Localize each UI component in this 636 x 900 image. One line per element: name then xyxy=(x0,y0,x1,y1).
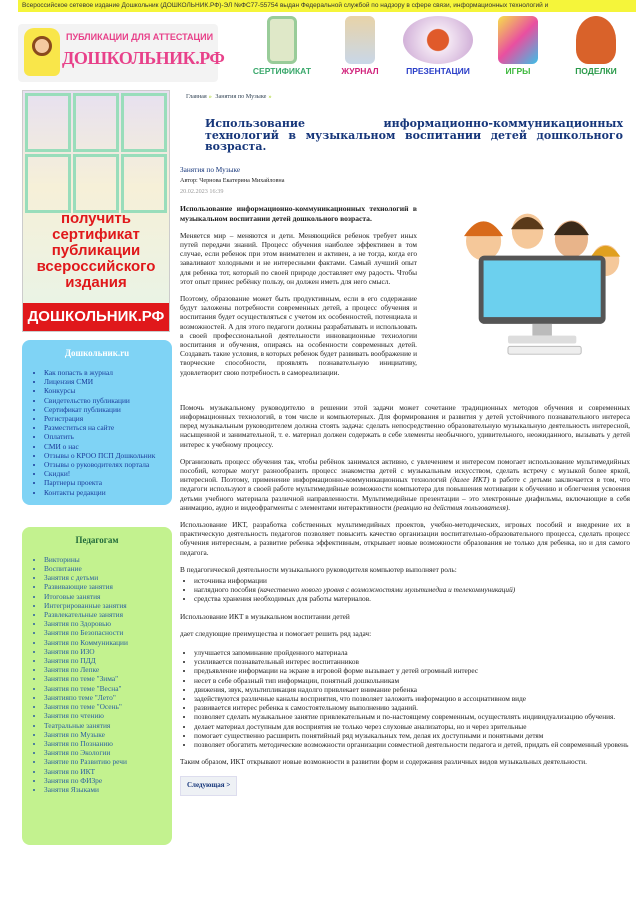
list-item[interactable]: • Занятия по Лепке xyxy=(44,665,172,674)
list-item[interactable]: • Викторины xyxy=(44,555,172,564)
kids-computer-illustration xyxy=(425,200,630,360)
list-item[interactable]: • Отзывы о КРОО ПСП Дошкольник xyxy=(44,451,172,460)
nav-label: ПОДЕЛКИ xyxy=(575,66,617,76)
list-item[interactable]: • Сертификат публикации xyxy=(44,405,172,414)
page-title: Использование информационно-коммуникационных технологий в музыкальном воспитании детей дошкольного возраста. xyxy=(205,117,623,154)
certificate-icon xyxy=(267,16,297,64)
presentation-icon xyxy=(403,16,473,64)
menu-teachers xyxy=(22,527,172,845)
nav-label: ЖУРНАЛ xyxy=(341,66,379,76)
list-item: • улучшается запоминание пройденного материала xyxy=(194,648,630,657)
article-paragraph xyxy=(180,457,630,512)
list-item[interactable]: • Занятия по Безопасности xyxy=(44,628,172,637)
banner-text: получить сертификат публикации всероссийского издания xyxy=(36,210,156,291)
article-paragraph: Помочь музыкальному руководителю в решении этой задачи может сочетание традиционных методов обучения и современных информационных технологий, в том числе и компьютерных. Для формирования и развития у детей устойчивого познавательного интереса перед музыкальным руководителем должна стоять задача: сделать непосредственно образовательную музыкальную деятельность интересной, насыщенной и занимательной, т. е. материал должен содержать в себе элементы необычного, удивительного, неожиданного, вызывать у детей интерес к учебному процессу. xyxy=(180,402,630,449)
article-paragraph: Использование ИКТ, разработка собственных мультимедийных проектов, учебно-методических, игровых пособий и внедрение их в практическую деятельность педагогов позволяет повысить качество организации воспитательно-образовательного процесса, сделать процесс обучения интересным, а развитие ребенка эффективным, открывает новые возможности образования не только для ребенка, но и для самого педагога. xyxy=(180,520,630,557)
list-item[interactable]: • Занятияпо теме "Лето" xyxy=(44,693,172,702)
article-paragraph: Использование ИКТ в музыкальном воспитании детей xyxy=(180,611,350,621)
text: средства хранения необходимых для работы материалов. xyxy=(194,594,371,604)
list-item xyxy=(194,594,630,603)
nav-label: СЕРТИФИКАТ xyxy=(252,66,312,76)
squirrel-icon xyxy=(576,16,616,64)
certificate-banner[interactable] xyxy=(22,90,170,332)
list-item[interactable]: • Занятия по теме "Осень" xyxy=(44,702,172,711)
text-italic: (качественно нового уровня с возможностями мультимедиа и телекоммуникаций) xyxy=(257,585,516,595)
benefits-list xyxy=(194,648,630,749)
list-item: • несет в себе образный тип информации, понятный дошкольникам xyxy=(194,676,630,685)
site-header xyxy=(18,14,636,78)
list-item[interactable]: • Регистрация xyxy=(44,414,172,423)
text: источника информации xyxy=(194,576,267,586)
list-item[interactable]: • Занятия по Здоровью xyxy=(44,619,172,628)
list-item[interactable]: • Разместиться на сайте xyxy=(44,423,172,432)
banner-brand: ДОШКОЛЬНИК.РФ xyxy=(23,303,169,331)
list-item[interactable]: • Занятия по чтению xyxy=(44,711,172,720)
list-item[interactable]: • Занятия по теме "Весна" xyxy=(44,684,172,693)
list-item: • предъявление информации на экране в игровой форме вызывает у детей огромный интерес xyxy=(194,666,630,675)
breadcrumb xyxy=(186,92,630,101)
list-item[interactable]: • Воспитание xyxy=(44,564,172,573)
article-paragraph: В педагогической деятельности музыкального руководителя компьютер выполняет роль: xyxy=(180,564,457,574)
list-item[interactable]: • Занятия по Экологии xyxy=(44,748,172,757)
text: наглядного пособия xyxy=(194,585,256,595)
list-item[interactable]: • Отзывы о руководителях портала xyxy=(44,460,172,469)
list-item: • усиливается познавательный интерес воспитанников xyxy=(194,657,630,666)
list-item[interactable]: • Занятия Языками xyxy=(44,785,172,794)
list-item[interactable]: • Занятия с детьми xyxy=(44,573,172,582)
list-item[interactable]: • Оплатить xyxy=(44,432,172,441)
nav-label: ПРЕЗЕНТАЦИИ xyxy=(406,66,470,76)
list-item[interactable]: • Занятия по ИКТ xyxy=(44,767,172,776)
nav-journal[interactable] xyxy=(322,16,398,78)
logo-name: ДОШКОЛЬНИК.РФ xyxy=(62,48,225,68)
list-item: • развивается интерес ребенка к самостоятельному выполнению заданий. xyxy=(194,703,630,712)
child-illustration xyxy=(32,36,52,56)
article-paragraph: Поэтому, образование может быть продуктивным, если в его содержание будут заложены потребности современных детей, а процесс обучения и воспитания будет осуществляться с учетом их особенностей, потенциала и возможностей. А для этого педагоги должны разрабатывать и использовать в своей профессиональной деятельности инновационные технологии воспитания и обучения, опираясь на особенности современных детей. Создавать такие условия, в которых ребенок будет развивать воображение и творческие способности, проявлять познавательную инициативу, удовлетворит свою потребность в самореализации. xyxy=(180,293,417,377)
text-italic: (реакцию на действия пользователя). xyxy=(393,502,511,512)
breadcrumb-home[interactable]: Главная xyxy=(186,93,207,100)
list-item[interactable]: • Скидки! xyxy=(44,469,172,478)
list-item[interactable]: • Занятия по Музыке xyxy=(44,730,172,739)
nav-certificate[interactable] xyxy=(244,16,320,78)
text: в работе с детьми заключается в том, что педагоги используют в своей работе мультимедийные возможности компьютера для повышения мотивации к обучению и облегчения усвоения детьми учебного материала различной направленности. Мультимедийные презентации – это электронные диафильмы, включающие в себя анимацию, аудио и видеофрагменты с элементами интерактивности xyxy=(180,475,631,512)
list-item[interactable]: • Как попасть в журнал xyxy=(44,368,172,377)
list-item[interactable]: • Партнеры проекта xyxy=(44,478,172,487)
article-category-link[interactable]: Занятия по Музыке xyxy=(180,164,241,174)
article-lead: Использование информационно-коммуникационных технологий в музыкальном воспитании детей дошкольного возраста. xyxy=(180,204,417,223)
list-item[interactable]: • СМИ о нас xyxy=(44,442,172,451)
list-item[interactable]: • Развивающие занятия xyxy=(44,582,172,591)
list-item[interactable]: • Развлекательные занятия xyxy=(44,610,172,619)
nav-games[interactable] xyxy=(480,16,556,78)
list-item[interactable]: • Занятия по ПДД xyxy=(44,656,172,665)
list-item: • помогает существенно расширить понятийный ряд музыкальных тем, делая их доступными и понятными детям xyxy=(194,731,630,740)
menu-title: Дошкольник.ru xyxy=(64,348,130,358)
list-item: • позволяет обогатить методические возможности организации совместной деятельности педагога и детей, придать ей современный уровень xyxy=(194,740,630,749)
article xyxy=(180,92,630,796)
nav-presentations[interactable] xyxy=(400,16,476,78)
nav-crafts[interactable] xyxy=(558,16,634,78)
breadcrumb-separator: » xyxy=(208,93,212,100)
breadcrumb-separator: » xyxy=(268,93,272,100)
next-page-button[interactable]: Следующая > xyxy=(180,776,237,795)
list-item[interactable]: • Занятия по Коммуникации xyxy=(44,638,172,647)
cube-icon xyxy=(498,16,538,64)
breadcrumb-category[interactable]: Занятия по Музыке xyxy=(215,93,267,100)
list-item xyxy=(194,585,630,594)
journal-icon xyxy=(345,16,375,64)
text-italic: (далее ИКТ) xyxy=(449,475,490,485)
list-item: • задействуются различные каналы восприятия, что позволяет заложить информацию в ассоциативном виде xyxy=(194,694,630,703)
list-item[interactable]: • Занятия по Познанию xyxy=(44,739,172,748)
list-item[interactable]: • Театральные занятия xyxy=(44,721,172,730)
list-item[interactable]: • Конкурсы xyxy=(44,386,172,395)
list-item[interactable]: • Занятие по Развитию речи xyxy=(44,757,172,766)
menu-doshkolnik xyxy=(22,340,172,505)
site-logo[interactable] xyxy=(18,24,225,82)
list-item: • позволяет сделать музыкальное занятие привлекательным и по-настоящему современным, осуществлять индивидуализацию обучения. xyxy=(194,712,630,721)
list-item[interactable]: • Свидетельство публикации xyxy=(44,396,172,405)
article-paragraph: Таким образом, ИКТ открывают новые возможности в развитии форм и содержания различных видов музыкальных деятельности. xyxy=(180,757,588,767)
list-item[interactable]: • Занятия по теме "Зима" xyxy=(44,674,172,683)
article-paragraph: дает следующие преимущества и помогает решить ряд задач: xyxy=(180,628,372,638)
list-item[interactable]: • Контакты редакции xyxy=(44,488,172,497)
text: Организовать процесс обучения так, чтобы ребёнок занимался активно, с увлечением и интересом помогает использование мультимедийных пособий, которые могут разнообразить процесс знакомства детей с музыкальным искусством, сделать встречу с музыкой более яркой, интересной. Поэтому, применение информационно-коммуникационных технологий xyxy=(180,456,630,485)
roles-list xyxy=(194,576,630,604)
certificate-thumbnails xyxy=(25,93,167,213)
top-info-bar: Всероссийское сетевое издание Дошкольник (ДОШКОЛЬНИК.РФ)-ЭЛ №ФС77-55754 выдан Федеральной службой по надзору в сфере связи, информационных технологий и xyxy=(18,0,636,12)
list-item: • делает материал доступным для восприятия не только через слуховые анализаторы, но и через зрительные xyxy=(194,722,630,731)
list-item[interactable]: • Занятия по ФИЗре xyxy=(44,776,172,785)
logo-tagline: ПУБЛИКАЦИИ ДЛЯ АТТЕСТАЦИИ xyxy=(66,32,214,42)
sidebar xyxy=(22,90,172,845)
article-paragraph: Меняется мир – меняются и дети. Меняющийся ребенок требует иных путей передачи знаний. Процесс обучения наиболее эффективен в том случае, если ребенок при этом внимателен и активен, а не тогда, когда его заваливают холодными и не интересными фактами. Самый лучший опыт для ребенка тот, который по своей природе доставляет ему радость. Чтобы этот опыт принес ребёнку пользу, он должен иметь для него смысл. xyxy=(180,230,417,286)
list-item[interactable]: • Лицензия СМИ xyxy=(44,377,172,386)
list-item[interactable]: • Итоговые занятия xyxy=(44,592,172,601)
list-item[interactable]: • Занятия по ИЗО xyxy=(44,647,172,656)
list-item xyxy=(194,576,630,585)
list-item[interactable]: • Интегрированные занятия xyxy=(44,601,172,610)
article-author: Автор: Чернова Екатерина Михайловна xyxy=(180,176,285,184)
list-item: • движения, звук, мультипликация надолго привлекает внимание ребенка xyxy=(194,685,630,694)
nav-label: ИГРЫ xyxy=(505,66,531,76)
article-date: 20.02.2023 16:39 xyxy=(180,188,224,196)
menu-title: Педагогам xyxy=(75,534,119,545)
